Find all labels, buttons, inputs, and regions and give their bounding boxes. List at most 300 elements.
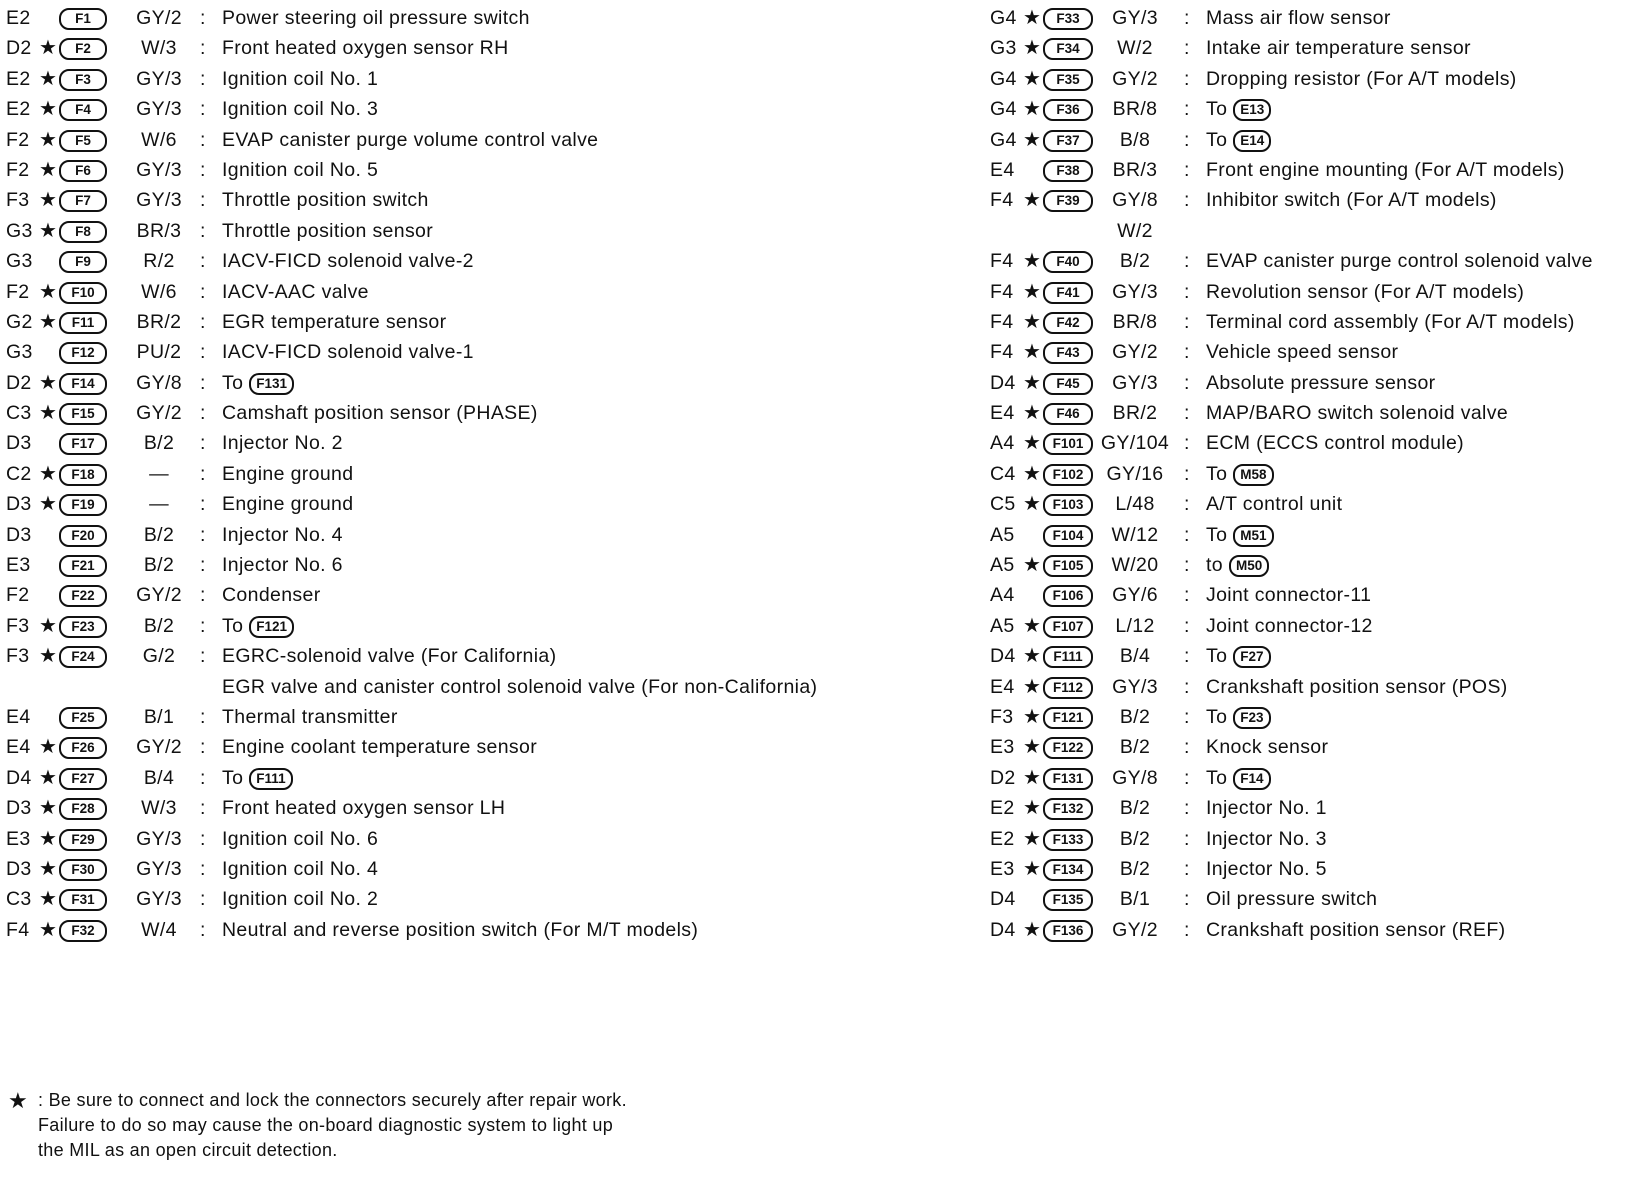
connector-description xyxy=(1206,307,1575,337)
separator: : xyxy=(1184,189,1190,212)
wire-color-pins: BR/2 xyxy=(1112,402,1158,425)
connector-id-badge: F8 xyxy=(59,221,107,243)
connector-id-badge: F102 xyxy=(1043,464,1093,486)
star-icon: ★ xyxy=(39,645,58,668)
connector-id-badge: F1 xyxy=(59,8,107,30)
connector-description xyxy=(1206,185,1497,215)
connector-row xyxy=(6,3,936,33)
separator: : xyxy=(200,918,206,941)
wire-color-pins: L/12 xyxy=(1115,614,1155,637)
wire-color-pins: W/12 xyxy=(1111,523,1159,546)
description-text: To xyxy=(1206,523,1228,546)
wire-color-pins: W/2 xyxy=(1117,37,1153,60)
grid-location: G3 xyxy=(990,37,1017,60)
connector-row xyxy=(990,64,1640,94)
grid-location: D2 xyxy=(6,37,32,60)
wire-color-pins: GY/104 xyxy=(1100,432,1170,455)
connector-row xyxy=(6,64,936,94)
connector-row xyxy=(6,155,936,185)
reference-connector-badge: F111 xyxy=(249,768,292,790)
wire-color-pins: R/2 xyxy=(143,250,175,273)
connector-description xyxy=(1206,824,1327,854)
connector-description xyxy=(1206,33,1471,63)
connector-description xyxy=(1206,489,1342,519)
connector-row xyxy=(990,398,1640,428)
connector-id-badge: F31 xyxy=(59,889,107,911)
connector-id-badge: F39 xyxy=(1043,190,1093,212)
wire-color-pins: GY/2 xyxy=(136,584,182,607)
separator: : xyxy=(1184,280,1190,303)
description-text: Front heated oxygen sensor RH xyxy=(222,37,509,60)
left-connector-list xyxy=(6,3,936,945)
connector-row xyxy=(6,277,936,307)
separator: : xyxy=(1184,432,1190,455)
connector-row xyxy=(6,824,936,854)
description-text: Ignition coil No. 6 xyxy=(222,827,379,850)
grid-location: G3 xyxy=(6,219,33,242)
description-text: Throttle position switch xyxy=(222,189,429,212)
connector-row xyxy=(6,216,936,246)
description-text: EVAP canister purge control solenoid valve xyxy=(1206,250,1593,273)
description-text: Injector No. 3 xyxy=(1206,827,1327,850)
connector-description xyxy=(222,520,343,550)
connector-id-badge: F32 xyxy=(59,920,107,942)
description-text: ECM (ECCS control module) xyxy=(1206,432,1464,455)
connector-description xyxy=(222,824,378,854)
wire-color-pins: GY/8 xyxy=(1112,189,1158,212)
separator: : xyxy=(200,493,206,516)
separator: : xyxy=(1184,614,1190,637)
connector-description xyxy=(1206,915,1505,945)
wire-color-pins: GY/6 xyxy=(1112,584,1158,607)
grid-location: D3 xyxy=(6,857,32,880)
connector-description xyxy=(222,763,293,793)
separator: : xyxy=(1184,37,1190,60)
star-icon: ★ xyxy=(1023,98,1042,121)
grid-location: E4 xyxy=(990,402,1015,425)
description-text: IACV-FICD solenoid valve-1 xyxy=(222,341,474,364)
connector-description xyxy=(222,459,353,489)
wire-color-pins: B/2 xyxy=(143,523,175,546)
separator: : xyxy=(1184,250,1190,273)
star-icon: ★ xyxy=(39,128,58,151)
connector-row xyxy=(6,185,936,215)
wire-color-pins: L/48 xyxy=(1115,493,1155,516)
separator: : xyxy=(200,705,206,728)
connector-id-badge: F15 xyxy=(59,403,107,425)
grid-location: D2 xyxy=(6,371,32,394)
connector-description xyxy=(1206,520,1274,550)
wire-color-pins: GY/3 xyxy=(136,857,182,880)
wire-color-pins: W/4 xyxy=(141,918,177,941)
connector-row xyxy=(990,763,1640,793)
connector-description xyxy=(1206,94,1271,124)
star-icon: ★ xyxy=(1023,675,1042,698)
star-icon: ★ xyxy=(39,219,58,242)
connector-row xyxy=(990,277,1640,307)
wire-color-pins: GY/2 xyxy=(136,7,182,29)
connector-description xyxy=(1206,641,1271,671)
grid-location: F4 xyxy=(990,189,1014,212)
connector-row xyxy=(6,398,936,428)
star-icon: ★ xyxy=(39,888,58,911)
wire-color-pins: GY/16 xyxy=(1106,462,1164,485)
connector-row xyxy=(6,337,936,367)
grid-location: A5 xyxy=(990,523,1015,546)
connector-id-badge: F107 xyxy=(1043,616,1093,638)
wire-color-pins: B/2 xyxy=(1119,705,1151,728)
wire-color-pins: GY/2 xyxy=(136,736,182,759)
description-text: EGR valve and canister control solenoid valve (For non-California) xyxy=(222,675,818,698)
star-icon: ★ xyxy=(39,918,58,941)
description-text: Joint connector-12 xyxy=(1206,614,1373,637)
connector-id-badge: F3 xyxy=(59,69,107,91)
separator: : xyxy=(200,67,206,90)
star-icon: ★ xyxy=(39,766,58,789)
description-text: Mass air flow sensor xyxy=(1206,7,1391,29)
connector-id-badge: F111 xyxy=(1043,646,1093,668)
connector-row xyxy=(6,580,936,610)
connector-row xyxy=(6,884,936,914)
connector-description xyxy=(1206,368,1436,398)
connector-description xyxy=(1206,125,1271,155)
connector-description xyxy=(222,3,530,33)
connector-id-badge: F11 xyxy=(59,312,107,334)
separator: : xyxy=(1184,341,1190,364)
star-icon: ★ xyxy=(1023,7,1042,29)
star-icon: ★ xyxy=(39,736,58,759)
grid-location: F2 xyxy=(6,280,30,303)
description-text: To xyxy=(222,371,244,394)
description-text: To xyxy=(1206,766,1228,789)
separator: : xyxy=(200,219,206,242)
description-text: Crankshaft position sensor (REF) xyxy=(1206,918,1506,941)
separator: : xyxy=(200,189,206,212)
description-text: Ignition coil No. 4 xyxy=(222,857,379,880)
description-text: Dropping resistor (For A/T models) xyxy=(1206,67,1517,90)
grid-location: C5 xyxy=(990,493,1016,516)
connector-row xyxy=(6,793,936,823)
separator: : xyxy=(200,462,206,485)
separator: : xyxy=(1184,645,1190,668)
connector-description xyxy=(1206,3,1391,33)
separator: : xyxy=(200,432,206,455)
connector-row xyxy=(6,459,936,489)
reference-connector-badge: E13 xyxy=(1233,99,1271,121)
reference-connector-badge: M51 xyxy=(1233,525,1273,547)
grid-location: F4 xyxy=(990,250,1014,273)
description-text: Ignition coil No. 5 xyxy=(222,158,379,181)
description-text: Inhibitor switch (For A/T models) xyxy=(1206,189,1497,212)
grid-location: C3 xyxy=(6,888,32,911)
wire-color-pins: GY/3 xyxy=(136,67,182,90)
grid-location: E2 xyxy=(6,98,31,121)
grid-location: A5 xyxy=(990,614,1015,637)
wire-color-pins: BR/8 xyxy=(1112,310,1158,333)
connector-id-badge: F134 xyxy=(1043,859,1093,881)
description-text: To xyxy=(1206,462,1228,485)
connector-description xyxy=(222,277,369,307)
connector-description xyxy=(222,428,343,458)
connector-row xyxy=(990,793,1640,823)
description-text: Ignition coil No. 3 xyxy=(222,98,379,121)
grid-location: F3 xyxy=(6,614,30,637)
grid-location: C4 xyxy=(990,462,1016,485)
description-text: Camshaft position sensor (PHASE) xyxy=(222,402,538,425)
description-text: Injector No. 4 xyxy=(222,523,343,546)
description-text: To xyxy=(222,614,244,637)
connector-row xyxy=(990,884,1640,914)
grid-location: A5 xyxy=(990,554,1015,577)
reference-connector-badge: F131 xyxy=(249,373,294,395)
separator: : xyxy=(200,614,206,637)
connector-row xyxy=(6,489,936,519)
footnote-text xyxy=(38,1088,627,1163)
connector-row xyxy=(6,94,936,124)
star-icon: ★ xyxy=(39,280,58,303)
connector-description xyxy=(1206,246,1593,276)
connector-description xyxy=(222,125,598,155)
connector-description xyxy=(1206,884,1377,914)
connector-id-badge: F112 xyxy=(1043,677,1093,699)
connector-description xyxy=(222,33,509,63)
connector-row xyxy=(990,33,1640,63)
connector-description xyxy=(1206,793,1327,823)
wire-color-pins: GY/2 xyxy=(136,402,182,425)
connector-id-badge: F23 xyxy=(59,616,107,638)
connector-description xyxy=(222,793,505,823)
connector-id-badge: F6 xyxy=(59,160,107,182)
separator: : xyxy=(1184,371,1190,394)
description-text: Neutral and reverse position switch (For M/T models) xyxy=(222,918,699,941)
description-text: Ignition coil No. 1 xyxy=(222,67,379,90)
star-icon: ★ xyxy=(39,857,58,880)
connector-description xyxy=(1206,763,1271,793)
separator: : xyxy=(1184,523,1190,546)
description-text: Front heated oxygen sensor LH xyxy=(222,797,506,820)
wire-color-pins: GY/3 xyxy=(136,888,182,911)
connector-id-badge: F42 xyxy=(1043,312,1093,334)
connector-description xyxy=(222,672,817,702)
star-icon: ★ xyxy=(39,402,58,425)
reference-connector-badge: F121 xyxy=(249,616,294,638)
connector-description xyxy=(222,64,378,94)
grid-location: D3 xyxy=(6,523,32,546)
wire-color-pins: BR/3 xyxy=(1112,158,1158,181)
connector-row xyxy=(6,33,936,63)
star-icon: ★ xyxy=(1023,736,1042,759)
separator: : xyxy=(1184,98,1190,121)
description-text: Intake air temperature sensor xyxy=(1206,37,1471,60)
wire-color-pins: W/2 xyxy=(1117,219,1153,242)
connector-row xyxy=(990,216,1640,246)
grid-location: F4 xyxy=(990,341,1014,364)
connector-description xyxy=(222,489,353,519)
star-icon: ★ xyxy=(1023,280,1042,303)
connector-description xyxy=(1206,550,1269,580)
connector-row xyxy=(990,854,1640,884)
description-text: Injector No. 1 xyxy=(1206,797,1327,820)
grid-location: E4 xyxy=(6,705,31,728)
star-icon: ★ xyxy=(1023,614,1042,637)
description-text: EGRC-solenoid valve (For California) xyxy=(222,645,557,668)
wire-color-pins: GY/3 xyxy=(1112,7,1158,29)
star-icon: ★ xyxy=(39,827,58,850)
separator: : xyxy=(1184,584,1190,607)
connector-description xyxy=(222,307,446,337)
connector-id-badge: F133 xyxy=(1043,829,1093,851)
reference-connector-badge: M58 xyxy=(1233,464,1273,486)
connector-row xyxy=(990,915,1640,945)
connector-id-badge: F105 xyxy=(1043,555,1093,577)
connector-row xyxy=(990,824,1640,854)
connector-description xyxy=(222,702,398,732)
connector-id-badge: F2 xyxy=(59,38,107,60)
connector-row xyxy=(6,307,936,337)
connector-description xyxy=(222,155,378,185)
grid-location: E2 xyxy=(6,67,31,90)
right-connector-list xyxy=(990,3,1640,945)
connector-id-badge: F29 xyxy=(59,829,107,851)
grid-location: E4 xyxy=(6,736,31,759)
separator: : xyxy=(1184,736,1190,759)
connector-id-badge: F101 xyxy=(1043,433,1093,455)
footnote-line: : Be sure to connect and lock the connectors securely after repair work. xyxy=(38,1090,627,1110)
grid-location: D2 xyxy=(990,766,1016,789)
star-icon: ★ xyxy=(39,189,58,212)
connector-id-badge: F36 xyxy=(1043,99,1093,121)
star-icon: ★ xyxy=(39,371,58,394)
description-text: MAP/BARO switch solenoid valve xyxy=(1206,402,1509,425)
wire-color-pins: B/2 xyxy=(143,614,175,637)
wire-color-pins: GY/2 xyxy=(1112,918,1158,941)
connector-id-badge: F7 xyxy=(59,190,107,212)
wire-color-pins: B/2 xyxy=(1119,736,1151,759)
star-icon: ★ xyxy=(8,1088,29,1113)
description-text: Revolution sensor (For A/T models) xyxy=(1206,280,1525,303)
grid-location: F4 xyxy=(990,310,1014,333)
separator: : xyxy=(200,857,206,880)
connector-id-badge: F26 xyxy=(59,737,107,759)
connector-description xyxy=(222,398,538,428)
connector-description xyxy=(222,368,294,398)
grid-location: D3 xyxy=(6,493,32,516)
connector-id-badge: F46 xyxy=(1043,403,1093,425)
description-text: Front engine mounting (For A/T models) xyxy=(1206,158,1565,181)
separator: : xyxy=(200,158,206,181)
star-icon: ★ xyxy=(1023,432,1042,455)
wire-color-pins: B/8 xyxy=(1119,128,1151,151)
connector-row xyxy=(990,368,1640,398)
connector-row xyxy=(6,915,936,945)
star-icon: ★ xyxy=(1023,341,1042,364)
star-icon: ★ xyxy=(1023,857,1042,880)
separator: : xyxy=(1184,705,1190,728)
connector-description xyxy=(222,884,378,914)
separator: : xyxy=(200,827,206,850)
connector-description xyxy=(1206,580,1371,610)
connector-id-badge: F43 xyxy=(1043,342,1093,364)
connector-row xyxy=(6,428,936,458)
connector-row xyxy=(990,489,1640,519)
description-text: Engine ground xyxy=(222,493,354,516)
connector-row xyxy=(990,672,1640,702)
separator: : xyxy=(200,7,206,29)
star-icon: ★ xyxy=(1023,189,1042,212)
wire-color-pins: B/1 xyxy=(1119,888,1151,911)
footnote-line: the MIL as an open circuit detection. xyxy=(38,1140,338,1160)
star-icon: ★ xyxy=(1023,918,1042,941)
separator: : xyxy=(200,888,206,911)
grid-location: C3 xyxy=(6,402,32,425)
grid-location: D4 xyxy=(990,645,1016,668)
separator: : xyxy=(200,402,206,425)
star-icon: ★ xyxy=(1023,310,1042,333)
grid-location: G4 xyxy=(990,128,1017,151)
star-icon: ★ xyxy=(1023,250,1042,273)
star-icon: ★ xyxy=(39,98,58,121)
star-icon: ★ xyxy=(1023,462,1042,485)
connector-description xyxy=(222,854,378,884)
connector-id-badge: F33 xyxy=(1043,8,1093,30)
grid-location: G3 xyxy=(6,250,33,273)
grid-location: F2 xyxy=(6,584,30,607)
star-icon: ★ xyxy=(1023,645,1042,668)
star-icon: ★ xyxy=(39,493,58,516)
grid-location: E4 xyxy=(990,158,1015,181)
connector-row xyxy=(990,337,1640,367)
separator: : xyxy=(200,797,206,820)
connector-description xyxy=(1206,64,1517,94)
description-text: Absolute pressure sensor xyxy=(1206,371,1436,394)
connector-id-badge: F24 xyxy=(59,646,107,668)
description-text: Terminal cord assembly (For A/T models) xyxy=(1206,310,1575,333)
reference-connector-badge: E14 xyxy=(1233,130,1271,152)
description-text: Injector No. 5 xyxy=(1206,857,1327,880)
connector-description xyxy=(1206,672,1508,702)
connector-id-badge: F28 xyxy=(59,798,107,820)
connector-description xyxy=(222,611,294,641)
connector-id-badge: F5 xyxy=(59,130,107,152)
connector-row xyxy=(990,3,1640,33)
wire-color-pins: B/4 xyxy=(143,766,175,789)
connector-id-badge: F38 xyxy=(1043,160,1093,182)
star-icon: ★ xyxy=(1023,37,1042,60)
grid-location: G3 xyxy=(6,341,33,364)
star-icon: ★ xyxy=(1023,766,1042,789)
connector-id-badge: F121 xyxy=(1043,707,1093,729)
connector-description xyxy=(1206,277,1524,307)
grid-location: E3 xyxy=(990,736,1015,759)
connector-description xyxy=(1206,611,1373,641)
connector-description xyxy=(222,915,698,945)
description-text: Ignition coil No. 2 xyxy=(222,888,379,911)
grid-location: E2 xyxy=(6,7,31,29)
wire-color-pins: W/6 xyxy=(141,280,177,303)
connector-id-badge: F40 xyxy=(1043,251,1093,273)
connector-row xyxy=(6,672,936,702)
separator: : xyxy=(200,280,206,303)
connector-id-badge: F10 xyxy=(59,282,107,304)
description-text: To xyxy=(1206,98,1228,121)
wire-color-pins: GY/8 xyxy=(136,371,182,394)
wire-color-pins: PU/2 xyxy=(136,341,182,364)
wire-color-pins: B/2 xyxy=(1119,797,1151,820)
star-icon: ★ xyxy=(1023,827,1042,850)
separator: : xyxy=(200,310,206,333)
wire-color-pins: W/6 xyxy=(141,128,177,151)
separator: : xyxy=(1184,766,1190,789)
